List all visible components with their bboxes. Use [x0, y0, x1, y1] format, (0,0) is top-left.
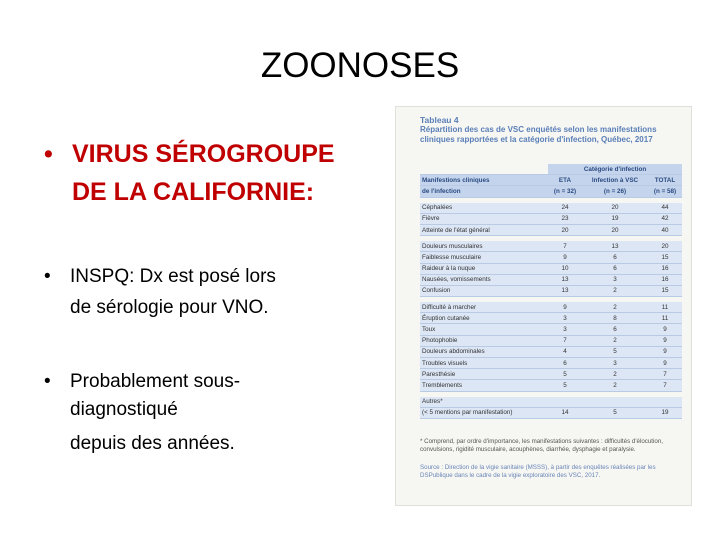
header-manifestations: Manifestions cliniques — [420, 175, 548, 186]
table-row — [420, 263, 682, 274]
table-row — [420, 224, 682, 235]
row-label: Tremblements — [420, 380, 548, 391]
row-value-eta — [548, 397, 582, 408]
table-row — [420, 252, 682, 263]
table-row — [420, 369, 682, 380]
row-value-eta: 23 — [548, 213, 582, 224]
table-row — [420, 380, 682, 391]
table-row — [420, 397, 682, 408]
bullet-marker: • — [44, 266, 51, 287]
row-value-total: 44 — [648, 203, 682, 214]
row-value-ivsc: 13 — [582, 241, 648, 252]
row-value-eta: 10 — [548, 263, 582, 274]
header-total: TOTAL — [648, 175, 682, 186]
row-label: Paresthésie — [420, 369, 548, 380]
row-label: Atteinte de l'état général — [420, 224, 548, 235]
header-ivsc-n: (n = 26) — [582, 186, 648, 197]
table-row — [420, 358, 682, 369]
row-label: Autres* — [420, 397, 548, 408]
row-value-ivsc: 2 — [582, 302, 648, 313]
table-row — [420, 241, 682, 252]
row-label: Fièvre — [420, 213, 548, 224]
bullet-marker: • — [44, 371, 51, 392]
row-label: Confusion — [420, 285, 548, 296]
row-label: Éruption cutanée — [420, 313, 548, 324]
row-value-ivsc: 5 — [582, 407, 648, 418]
row-label: Photophobie — [420, 335, 548, 346]
row-value-eta: 13 — [548, 274, 582, 285]
row-value-eta: 9 — [548, 252, 582, 263]
row-value-total: 20 — [648, 241, 682, 252]
row-value-eta: 7 — [548, 241, 582, 252]
row-value-ivsc: 6 — [582, 252, 648, 263]
table-row — [420, 313, 682, 324]
table-row — [420, 302, 682, 313]
table-row — [420, 213, 682, 224]
slide-title: ZOONOSES — [260, 46, 460, 85]
row-value-ivsc: 20 — [582, 203, 648, 214]
row-value-eta: 13 — [548, 285, 582, 296]
row-value-total: 19 — [648, 407, 682, 418]
row-label: Raideur à la nuque — [420, 263, 548, 274]
table-source: Source : Direction de la vigie sanitaire (MSSS), à partir des enquêtes réalisées par les DSPublique dans le cadre de la vigie exploratoire des VSC, 2017. — [420, 464, 656, 479]
row-value-total: 16 — [648, 274, 682, 285]
row-value-total: 9 — [648, 346, 682, 357]
row-value-total: 16 — [648, 263, 682, 274]
row-value-ivsc: 19 — [582, 213, 648, 224]
row-value-eta: 3 — [548, 324, 582, 335]
row-value-total: 42 — [648, 213, 682, 224]
row-value-eta: 5 — [548, 369, 582, 380]
row-value-total: 40 — [648, 224, 682, 235]
row-value-ivsc: 3 — [582, 358, 648, 369]
bullet-text-line2: diagnostiqué — [70, 399, 178, 420]
header-total-n: (n = 58) — [648, 186, 682, 197]
row-value-total: 7 — [648, 380, 682, 391]
bullet-text-line1: INSPQ: Dx est posé lors — [70, 266, 276, 287]
header-manifestations-2: de l'infection — [420, 186, 548, 197]
row-value-eta: 20 — [548, 224, 582, 235]
row-value-ivsc: 5 — [582, 346, 648, 357]
row-label: Douleurs musculaires — [420, 241, 548, 252]
table-label: Tableau 4 — [420, 115, 459, 125]
symptoms-table — [420, 164, 682, 419]
row-value-total: 9 — [648, 358, 682, 369]
row-value-ivsc — [582, 397, 648, 408]
row-label: Difficulté à marcher — [420, 302, 548, 313]
row-label: Céphalées — [420, 203, 548, 214]
table-image — [395, 106, 692, 506]
row-value-eta: 6 — [548, 358, 582, 369]
header-eta: ETA — [548, 175, 582, 186]
table-caption: Répartition des cas de VSC enquêtés selon les manifestations cliniques rapportées et la catégorie d'infection, Québec, 2017 — [420, 125, 657, 144]
row-value-total: 15 — [648, 252, 682, 263]
table-row — [420, 407, 682, 418]
bullet-text-line1: VIRUS SÉROGROUPE — [72, 140, 335, 168]
row-value-ivsc: 2 — [582, 380, 648, 391]
header-eta-n: (n = 32) — [548, 186, 582, 197]
table-row — [420, 335, 682, 346]
row-value-ivsc: 20 — [582, 224, 648, 235]
row-label: Douleurs abdominales — [420, 346, 548, 357]
row-value-total: 9 — [648, 324, 682, 335]
row-value-total — [648, 397, 682, 408]
row-value-total: 11 — [648, 302, 682, 313]
row-value-total: 7 — [648, 369, 682, 380]
row-value-ivsc: 2 — [582, 285, 648, 296]
row-label: Nausées, vomissements — [420, 274, 548, 285]
row-value-total: 9 — [648, 335, 682, 346]
table-row — [420, 346, 682, 357]
table-row — [420, 274, 682, 285]
bullet-text-line3: depuis des années. — [70, 433, 235, 454]
row-label: Toux — [420, 324, 548, 335]
bullet-text-line1: Probablement sous- — [70, 371, 241, 392]
table-footnote: * Comprend, par ordre d'importance, les manifestations suivantes : difficultés d'élocution, convulsions, rigidité musculaire, acouphènes, diarrhée, dysphagie et paralysie. — [420, 438, 663, 453]
row-value-total: 11 — [648, 313, 682, 324]
row-value-total: 15 — [648, 285, 682, 296]
row-label: Faiblesse musculaire — [420, 252, 548, 263]
row-value-ivsc: 6 — [582, 263, 648, 274]
row-value-ivsc: 3 — [582, 274, 648, 285]
bullet-text-line2: DE LA CALIFORNIE: — [72, 178, 315, 206]
table-row — [420, 285, 682, 296]
row-label: Troubles visuels — [420, 358, 548, 369]
row-value-ivsc: 8 — [582, 313, 648, 324]
table-row — [420, 324, 682, 335]
category-header: Catégorie d'infection — [548, 164, 682, 175]
bullet-text-line2: de sérologie pour VNO. — [70, 297, 269, 318]
row-label: (< 5 mentions par manifestation) — [420, 407, 548, 418]
table-row — [420, 203, 682, 214]
header-ivsc: Infection à VSC — [582, 175, 648, 186]
row-value-eta: 7 — [548, 335, 582, 346]
bullet-marker: • — [44, 140, 53, 168]
row-value-eta: 3 — [548, 313, 582, 324]
row-value-eta: 5 — [548, 380, 582, 391]
row-value-eta: 14 — [548, 407, 582, 418]
row-value-ivsc: 2 — [582, 335, 648, 346]
row-value-ivsc: 2 — [582, 369, 648, 380]
row-value-eta: 4 — [548, 346, 582, 357]
row-value-eta: 24 — [548, 203, 582, 214]
row-value-ivsc: 6 — [582, 324, 648, 335]
row-value-eta: 9 — [548, 302, 582, 313]
